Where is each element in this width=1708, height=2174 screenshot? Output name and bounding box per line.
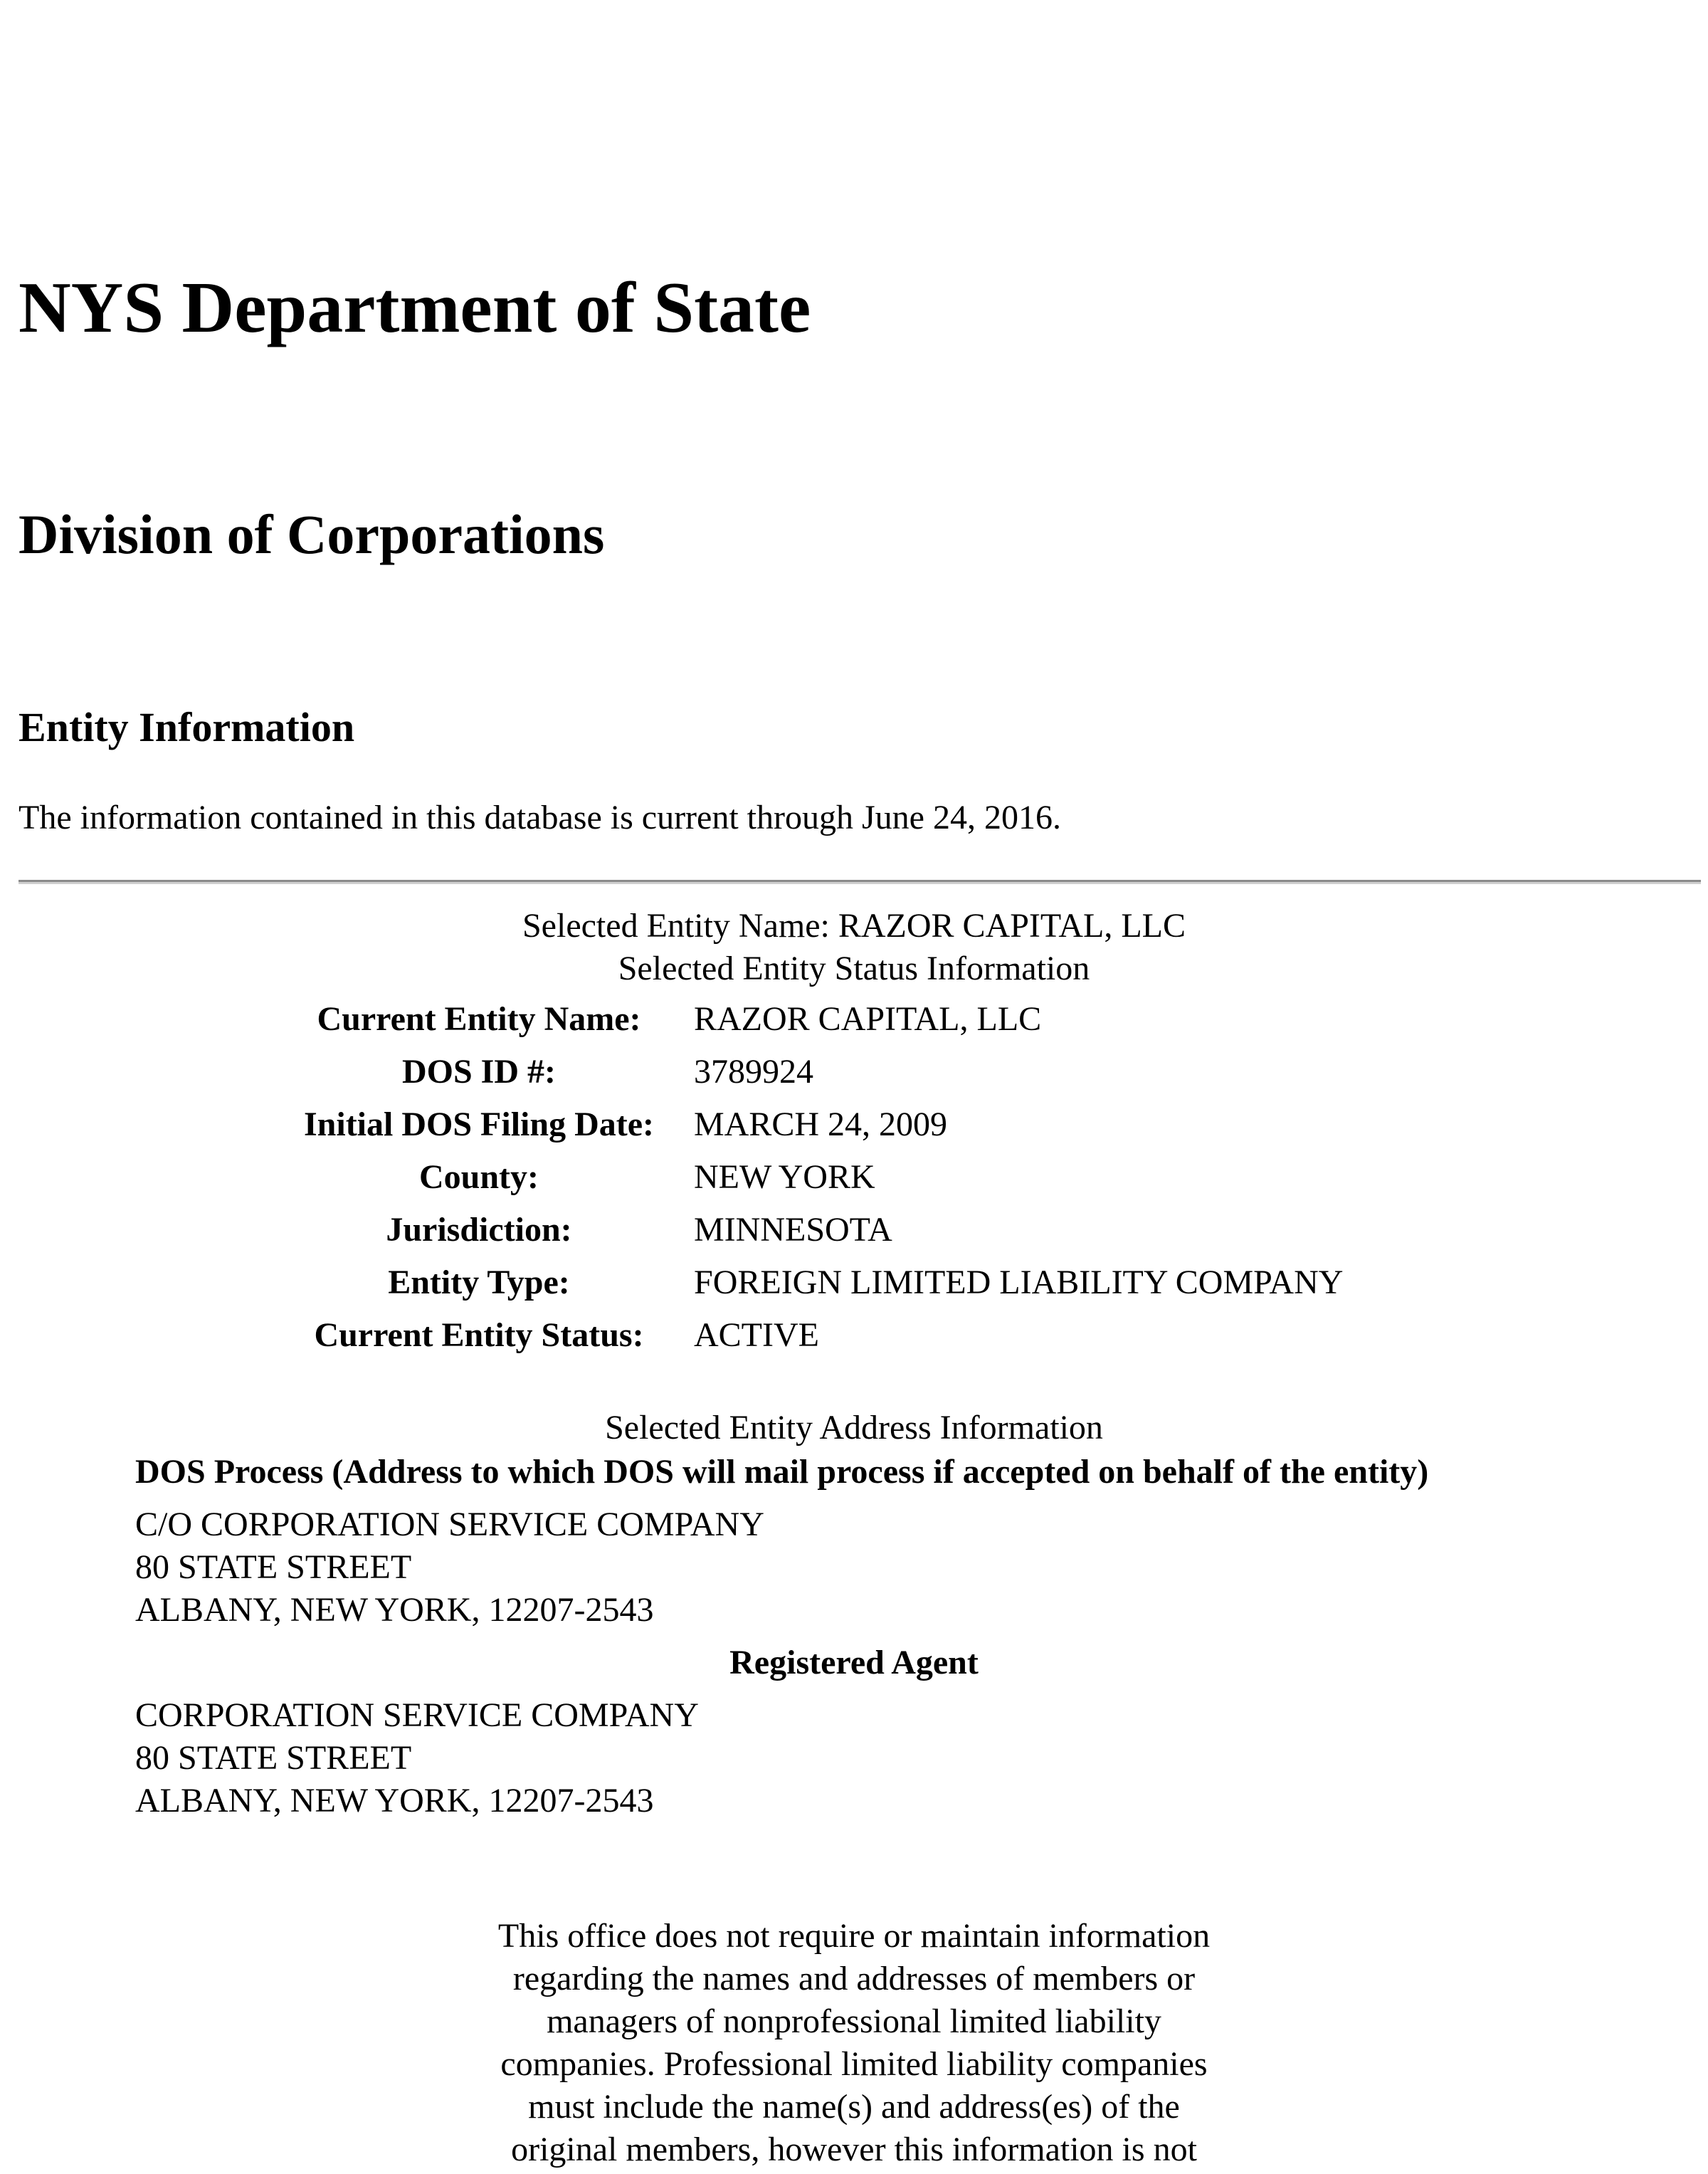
registered-agent-address-line: 80 STATE STREET bbox=[135, 1739, 412, 1777]
notice-line: must include the name(s) and address(es) of the bbox=[528, 2088, 1180, 2126]
county-value: NEW YORK bbox=[694, 1158, 875, 1196]
database-currency-note: The information contained in this database is current through June 24, 2016. bbox=[19, 799, 1061, 836]
jurisdiction-value: MINNESOTA bbox=[694, 1211, 892, 1249]
entity-type-label: Entity Type: bbox=[388, 1264, 570, 1301]
division-heading: Division of Corporations bbox=[19, 503, 605, 565]
section-heading: Entity Information bbox=[19, 704, 355, 750]
notice-line: This office does not require or maintain information bbox=[497, 1917, 1211, 1955]
dos-process-address-line: ALBANY, NEW YORK, 12207-2543 bbox=[135, 1591, 654, 1629]
registered-agent-address-line: ALBANY, NEW YORK, 12207-2543 bbox=[135, 1782, 654, 1819]
notice-line: companies. Professional limited liability companies bbox=[500, 2045, 1208, 2083]
entity-type-value: FOREIGN LIMITED LIABILITY COMPANY bbox=[694, 1264, 1344, 1301]
dos-id-value: 3789924 bbox=[694, 1053, 813, 1091]
dos-id-label: DOS ID #: bbox=[401, 1053, 557, 1091]
registered-agent-address-line: CORPORATION SERVICE COMPANY bbox=[135, 1696, 699, 1734]
jurisdiction-label: Jurisdiction: bbox=[386, 1211, 572, 1249]
address-info-heading: Selected Entity Address Information bbox=[605, 1409, 1103, 1446]
dos-process-address-line: C/O CORPORATION SERVICE COMPANY bbox=[135, 1506, 764, 1543]
notice-line: regarding the names and addresses of members or bbox=[512, 1960, 1196, 1997]
selected-entity-name: Selected Entity Name: RAZOR CAPITAL, LLC bbox=[522, 907, 1186, 945]
notice-line: managers of nonprofessional limited liability bbox=[547, 2002, 1161, 2040]
entity-status-value: ACTIVE bbox=[694, 1316, 819, 1354]
page-title: NYS Department of State bbox=[19, 268, 811, 348]
registered-agent-heading: Registered Agent bbox=[729, 1644, 979, 1681]
notice-line: original members, however this information is not bbox=[511, 2131, 1197, 2168]
current-entity-name-label: Current Entity Name: bbox=[317, 1000, 641, 1038]
county-label: County: bbox=[418, 1158, 539, 1196]
current-entity-name-value: RAZOR CAPITAL, LLC bbox=[694, 1000, 1042, 1038]
horizontal-divider bbox=[19, 880, 1701, 884]
member-information-notice bbox=[427, 1915, 1281, 2171]
status-info-heading: Selected Entity Status Information bbox=[618, 950, 1090, 987]
filing-date-label: Initial DOS Filing Date: bbox=[303, 1106, 655, 1143]
filing-date-value: MARCH 24, 2009 bbox=[694, 1106, 948, 1143]
entity-status-label: Current Entity Status: bbox=[314, 1316, 644, 1354]
dos-process-address-line: 80 STATE STREET bbox=[135, 1548, 412, 1586]
dos-process-heading: DOS Process (Address to which DOS will mail process if accepted on behalf of the entity) bbox=[135, 1453, 1429, 1491]
